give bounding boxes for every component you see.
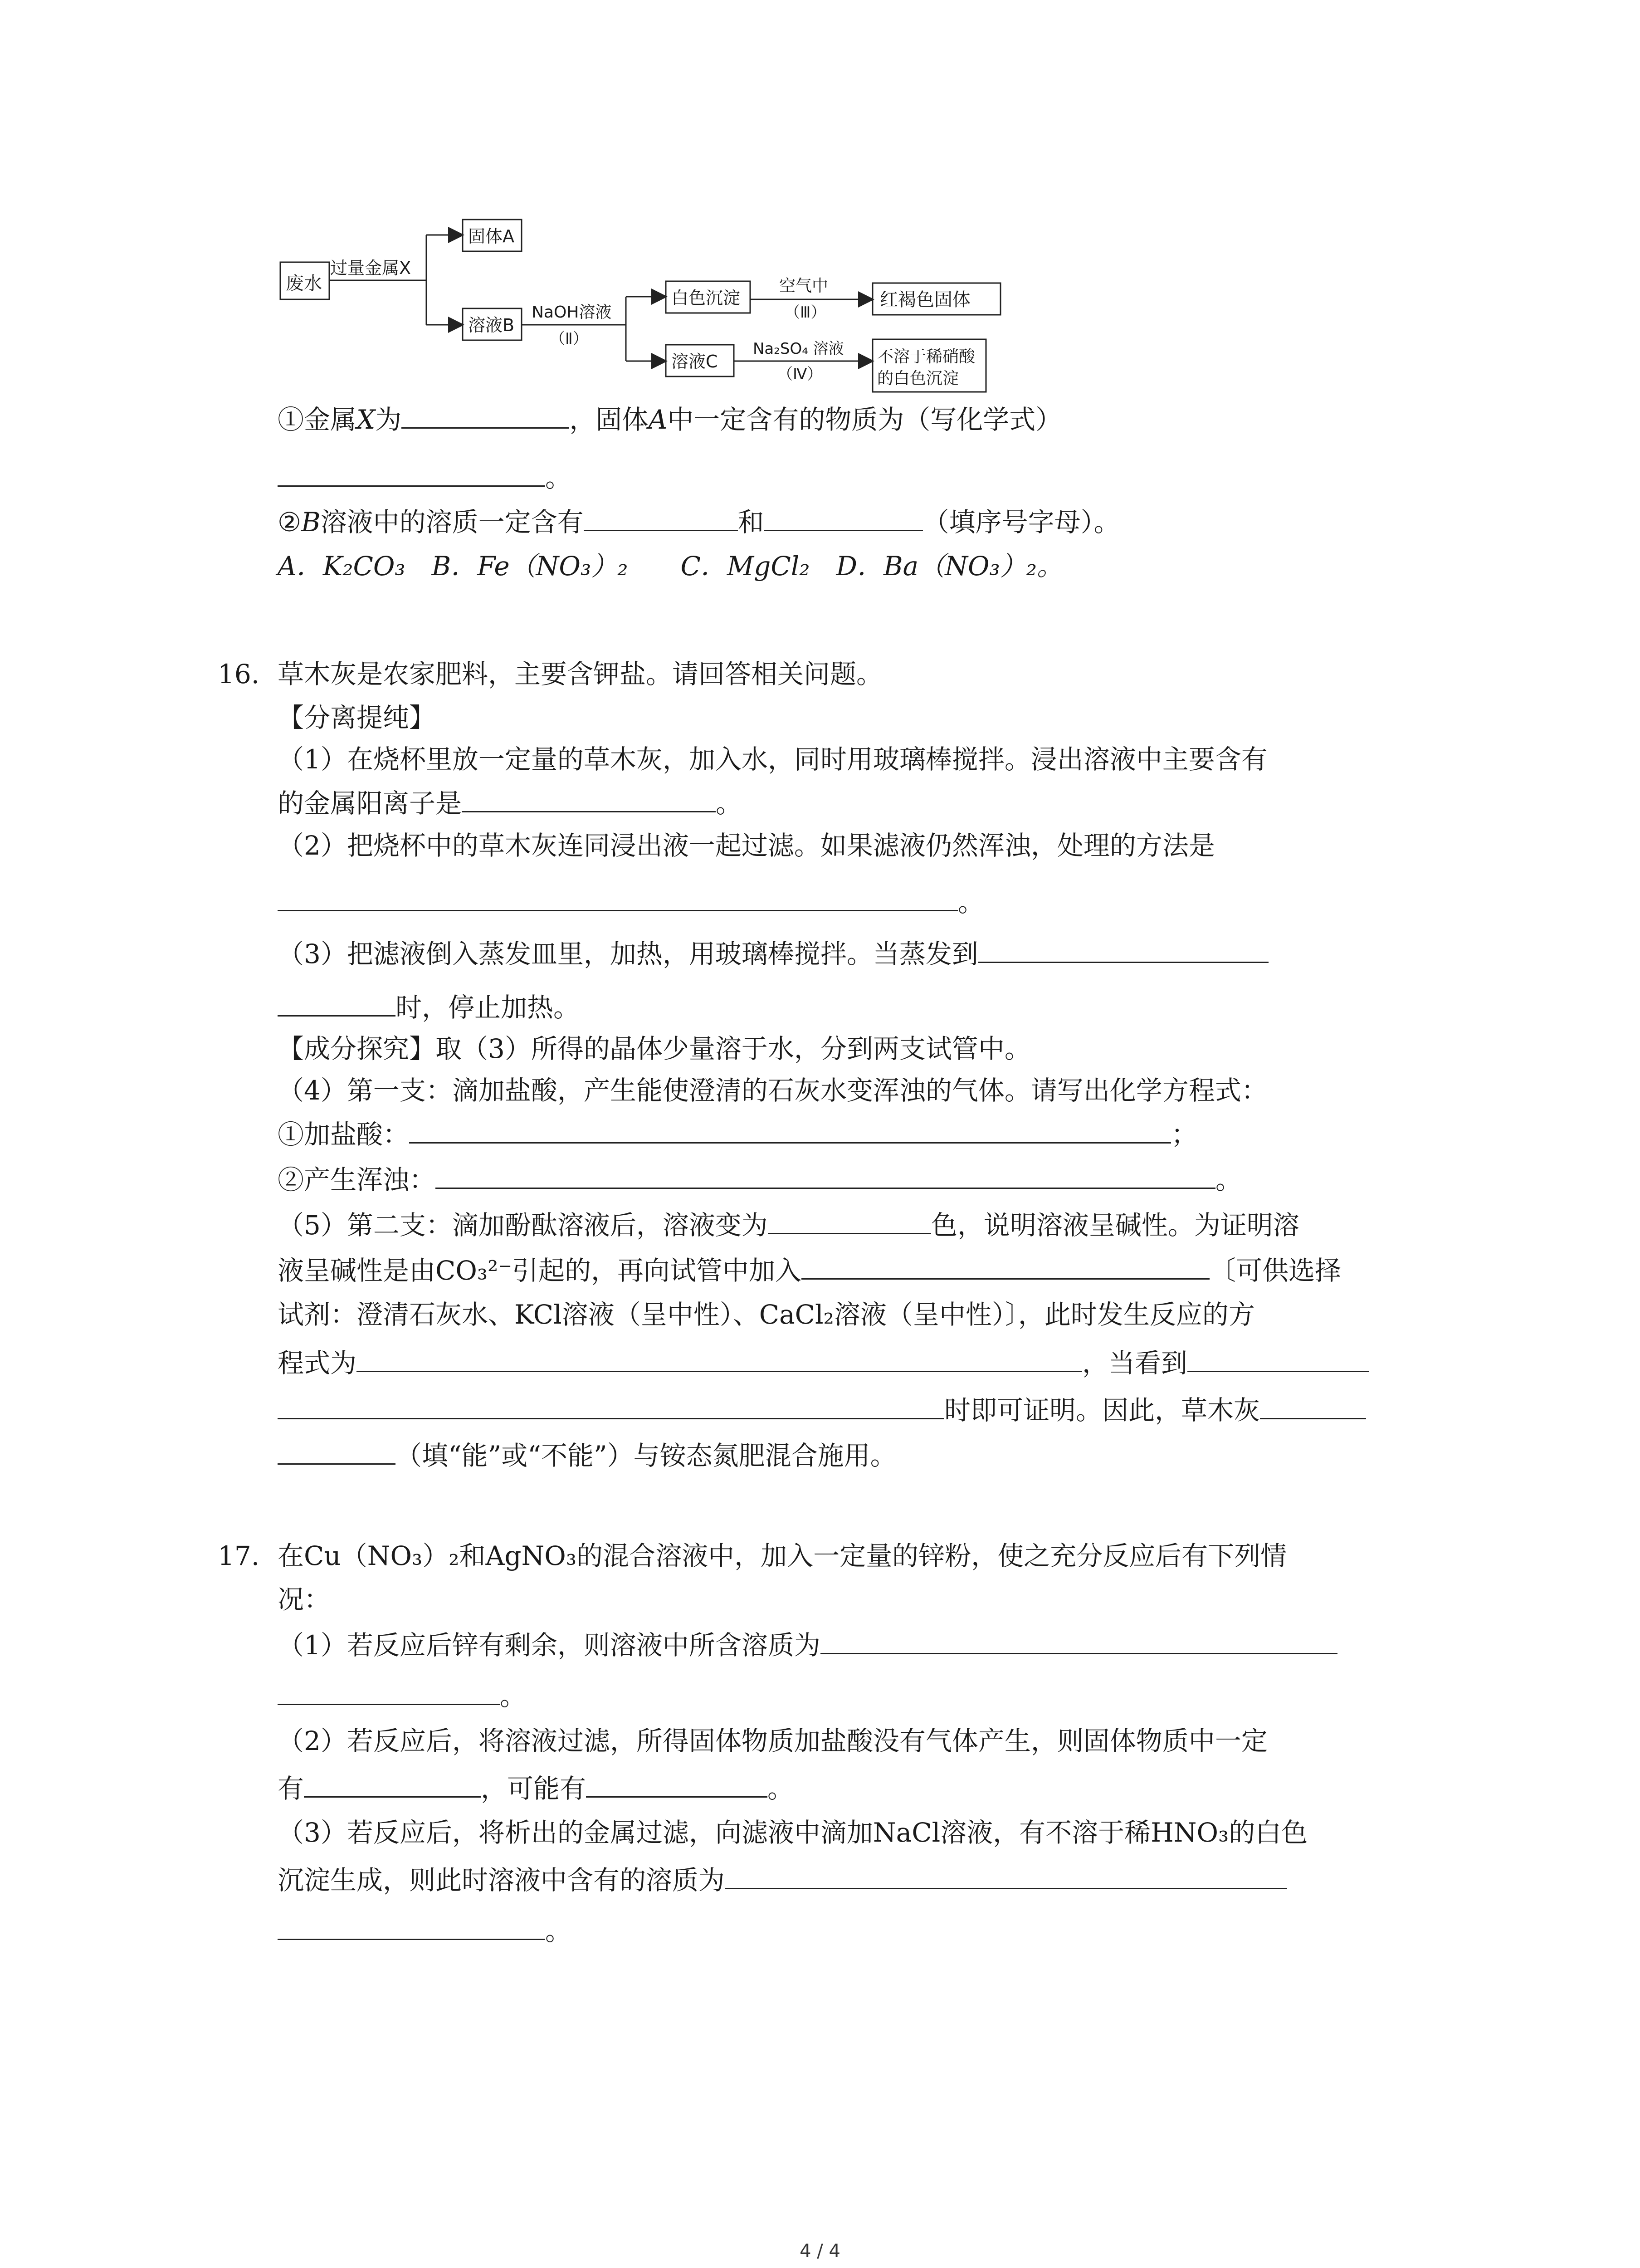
- q16-section-separation: 【分离提纯】: [278, 702, 436, 733]
- label-insoluble-2: 的白色沉淀: [877, 369, 959, 388]
- q16-s5-line1: （5）第二支：滴加酚酞溶液后，溶液变为 色，说明溶液呈碱性。为证明溶: [278, 1207, 1299, 1242]
- label-naoh-solution: NaOH溶液: [532, 303, 612, 322]
- q17-blank-may-have[interactable]: [586, 1770, 767, 1798]
- q15-part2-line: ②B溶液中的溶质一定含有 和 （填序号字母）。: [278, 503, 1120, 538]
- label-step-4: （Ⅳ）: [777, 365, 823, 383]
- q16-s1-line2: 的金属阳离子是 。: [278, 785, 742, 820]
- label-na2so4-solution: Na₂SO₄ 溶液: [753, 340, 844, 358]
- q17-blank-solute-3-cont[interactable]: [278, 1912, 545, 1940]
- q17-line1: 17. 在Cu（NO₃）₂和AgNO₃的混合溶液中，加入一定量的锌粉，使之充分反应后有下列情: [218, 1540, 1287, 1571]
- q16-blank-color[interactable]: [768, 1207, 931, 1234]
- q16-s4-b: ②产生浑浊： 。: [278, 1161, 1242, 1196]
- label-step-3: （Ⅲ）: [785, 303, 826, 322]
- q15-blank-solid-a[interactable]: [278, 459, 545, 487]
- q15-part1-line1: ①金属X为 ，固体A中一定含有的物质为（写化学式）: [278, 401, 1062, 436]
- q15-part1-line2: 。: [278, 459, 571, 494]
- q17-s2-line1: （2）若反应后，将溶液过滤，所得固体物质加盐酸没有气体产生，则固体物质中一定: [278, 1725, 1268, 1756]
- label-red-brown-solid: 红褐色固体: [880, 289, 971, 310]
- q17-s2-line2: 有 ，可能有 。: [278, 1770, 794, 1805]
- q16-number: 16.: [218, 659, 260, 689]
- q16-blank-equation-turbid[interactable]: [435, 1161, 1215, 1189]
- label-excess-metal: 过量金属X: [330, 258, 411, 278]
- q16-blank-observe[interactable]: [1187, 1344, 1369, 1372]
- q16-s5-line3: 试剂：澄清石灰水、KCl溶液（呈中性）、CaCl₂溶液（呈中性）〕，此时发生反应的方: [278, 1299, 1255, 1330]
- q16-s3-line2: 时，停止加热。: [278, 989, 580, 1024]
- q17-blank-must-have[interactable]: [304, 1770, 481, 1798]
- q17-s1-line1: （1）若反应后锌有剩余，则溶液中所含溶质为: [278, 1627, 1337, 1662]
- label-waste-water: 废水: [286, 273, 322, 294]
- q16-s1-line1: （1）在烧杯里放一定量的草木灰，加入水，同时用玻璃棒搅拌。浸出溶液中主要含有: [278, 744, 1268, 775]
- flowchart-svg: [0, 0, 1640, 454]
- q16-intro-line: 16. 草木灰是农家肥料，主要含钾盐。请回答相关问题。: [218, 659, 883, 689]
- label-in-air: 空气中: [779, 277, 829, 295]
- q17-blank-solute-1-cont[interactable]: [278, 1677, 500, 1705]
- q16-blank-cation[interactable]: [462, 785, 716, 812]
- q16-s5-line2: 液呈碱性是由CO₃²⁻引起的，再向试管中加入 〔可供选择: [278, 1252, 1341, 1287]
- q17-number: 17.: [218, 1540, 260, 1571]
- q15-blank-solute-1[interactable]: [584, 503, 738, 531]
- label-solution-b: 溶液B: [468, 315, 515, 335]
- q16-blank-equation-hcl[interactable]: [409, 1116, 1171, 1144]
- q16-section-explore: 【成分探究】取（3）所得的晶体少量溶于水，分到两支试管中。: [278, 1033, 1031, 1064]
- q16-blank-reagent[interactable]: [801, 1252, 1210, 1280]
- label-step-2: （Ⅱ）: [550, 330, 588, 348]
- q16-s4-line1: （4）第一支：滴加盐酸，产生能使澄清的石灰水变浑浊的气体。请写出化学方程式：: [278, 1075, 1268, 1106]
- q16-s2-line2: 。: [278, 884, 984, 919]
- q17-blank-solute-1[interactable]: [820, 1627, 1337, 1654]
- q16-blank-filter-method[interactable]: [278, 884, 958, 911]
- label-white-precipitate: 白色沉淀: [671, 288, 741, 308]
- q16-blank-evaporate-cont[interactable]: [278, 989, 395, 1017]
- q15-blank-metal-x[interactable]: [401, 401, 569, 429]
- label-insoluble-1: 不溶于稀硝酸: [877, 347, 976, 366]
- flowchart-diagram: [0, 0, 1640, 454]
- q16-blank-evaporate[interactable]: [978, 935, 1269, 963]
- page-number: 4 / 4: [800, 2241, 840, 2262]
- q16-s5-line5: 时即可证明。因此，草木灰: [278, 1392, 1366, 1427]
- q16-blank-can[interactable]: [1260, 1392, 1366, 1419]
- q15-options: A．K₂CO₃ B．Fe（NO₃）₂ C．MgCl₂ D．Ba（NO₃）₂。: [278, 551, 1064, 582]
- q17-line2: 况：: [278, 1584, 331, 1615]
- q17-s3-line1: （3）若反应后，将析出的金属过滤，向滤液中滴加NaCl溶液，有不溶于稀HNO₃的白色: [278, 1817, 1308, 1848]
- q17-blank-solute-3[interactable]: [725, 1862, 1287, 1889]
- label-solid-a: 固体A: [468, 226, 514, 246]
- label-solution-c: 溶液C: [671, 352, 718, 371]
- q17-s1-line2: 。: [278, 1677, 526, 1712]
- q17-s3-line2: 沉淀生成，则此时溶液中含有的溶质为: [278, 1862, 1287, 1897]
- q16-blank-observe-cont[interactable]: [278, 1392, 944, 1419]
- q16-s5-line6: （填“能”或“不能”）与铵态氮肥混合施用。: [278, 1437, 897, 1472]
- q16-s2-line1: （2）把烧杯中的草木灰连同浸出液一起过滤。如果滤液仍然浑浊，处理的方法是: [278, 830, 1215, 861]
- q15-blank-solute-2[interactable]: [764, 503, 923, 531]
- q16-s4-a: ①加盐酸： ；: [278, 1116, 1197, 1151]
- q16-s5-line4: 程式为 ，当看到: [278, 1344, 1369, 1379]
- q17-s3-line3: 。: [278, 1912, 571, 1947]
- q16-blank-reaction-equation[interactable]: [356, 1344, 1082, 1372]
- q16-s3-line1: （3）把滤液倒入蒸发皿里，加热，用玻璃棒搅拌。当蒸发到: [278, 935, 1269, 970]
- q16-blank-can-cont[interactable]: [278, 1437, 395, 1465]
